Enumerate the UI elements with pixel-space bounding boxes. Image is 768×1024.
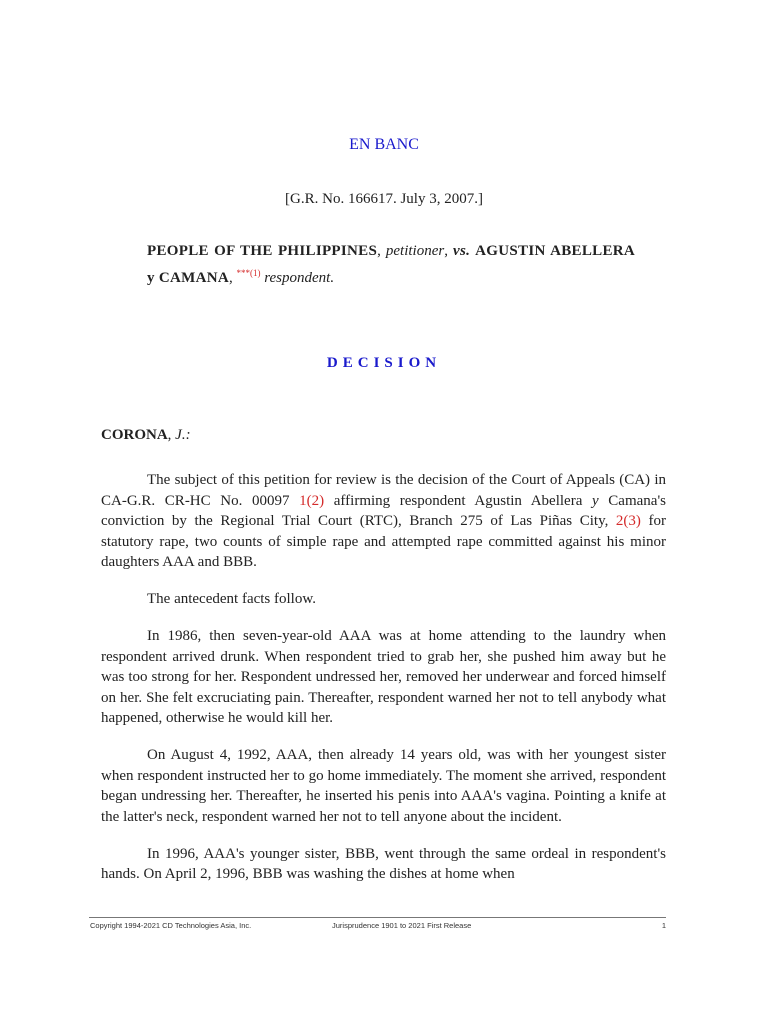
paragraph-1-text-a: The subject of this petition for review is the decision of the Court of Appeals (CA) in CA-G.R. CR-HC No. 00097 — [101, 472, 666, 509]
respondent-name: AGUSTIN ABELLERA y CAMANA — [147, 243, 636, 286]
decision-body — [101, 470, 666, 901]
paragraph-1-italic: y — [592, 492, 599, 509]
paragraph-4: On August 4, 1992, AAA, then already 14 years old, was with her youngest sister when respondent instructed her to go home immediately. The moment she arrived, respondent began undressing her. Thereafter, he inserted his penis into AAA's vagina. Pointing a knife at the latter's neck, respondent warned her not to tell anyone about the incident. — [101, 747, 666, 825]
paragraph-2: The antecedent facts follow. — [147, 591, 316, 607]
respondent-role: respondent. — [264, 270, 335, 286]
footnote-link-2[interactable]: 2(3) — [615, 513, 641, 529]
versus: vs. — [452, 243, 471, 259]
paragraph-1-text-d: for statutory rape, two counts of simple rape and attempted rape committed against his minor daughters AAA and BBB. — [101, 513, 666, 570]
ponente-name: CORONA — [101, 427, 168, 443]
footer-copyright: Copyright 1994-2021 CD Technologies Asia, Inc. — [90, 921, 252, 930]
respondent-footnote-link[interactable]: ***(1) — [236, 268, 261, 278]
paragraph-3: In 1986, then seven-year-old AAA was at home attending to the laundry when respondent arrived drunk. When respondent tried to grab her, she pushed him away but he was too strong for her. Respondent undressed her, removed her underwear and forced himself on her. She felt excruciating pain. Thereafter, respondent warned her not to tell anybody what happened, otherwise he would kill her. — [101, 628, 666, 726]
footnote-link-1[interactable]: 1(2) — [299, 492, 325, 509]
petitioner-name: PEOPLE OF THE PHILIPPINES — [147, 243, 378, 259]
ponente: CORONA, J.: — [101, 427, 191, 443]
paragraph-1-text-c: Camana's conviction by the Regional Trial Court (RTC), Branch 275 of Las Piñas City, — [101, 492, 666, 529]
paragraph-1 — [101, 470, 666, 573]
decision-heading: DECISION — [326, 355, 442, 371]
case-parties: PEOPLE OF THE PHILIPPINES, petitioner, vs. AGUSTIN ABELLERA y CAMANA, $^{***(1)}$ respondent. — [147, 243, 636, 286]
footer-publication: Jurisprudence 1901 to 2021 First Release — [332, 921, 472, 930]
court-division: EN BANC — [349, 136, 419, 153]
page-footer — [89, 917, 666, 932]
case-number: [G.R. No. 166617. July 3, 2007.] — [285, 191, 483, 207]
paragraph-5: In 1996, AAA's younger sister, BBB, went through the same ordeal in respondent's hands. On April 2, 1996, BBB was washing the dishes at home when — [101, 845, 666, 882]
paragraph-1-text-b: affirming respondent Agustin Abellera — [324, 492, 592, 509]
petitioner-role: petitioner — [385, 243, 445, 259]
footer-page-number: 1 — [661, 921, 666, 930]
ponente-title: J.: — [175, 427, 191, 443]
